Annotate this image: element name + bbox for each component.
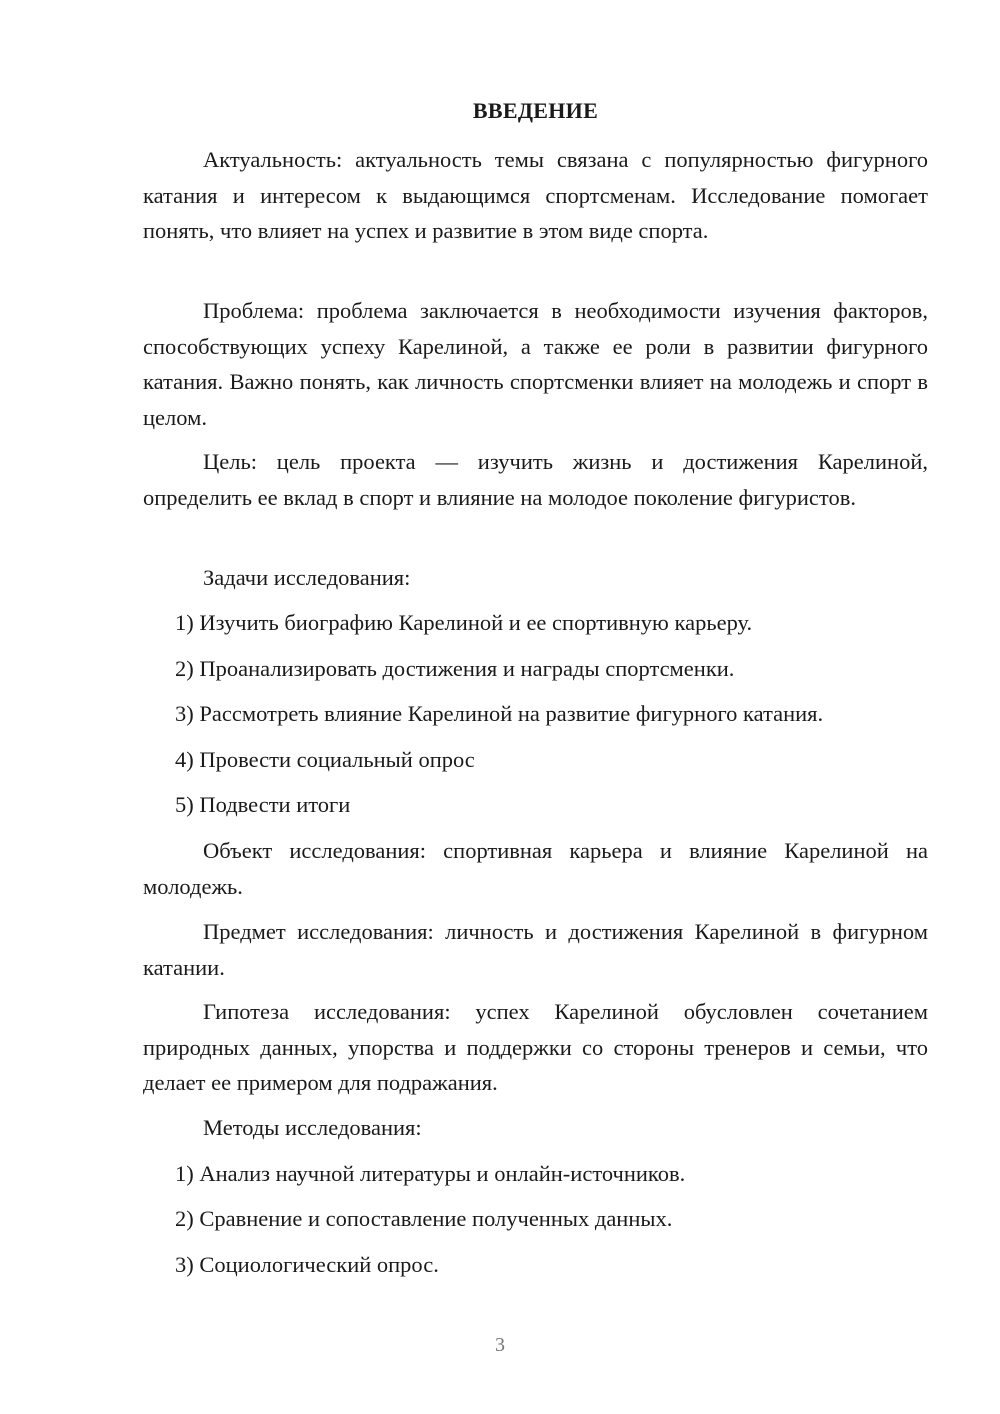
method-item: 1) Анализ научной литературы и онлайн-источников. — [175, 1161, 686, 1186]
object-paragraph: Объект исследования: спортивная карьера и влияние Карелиной на молодежь. — [143, 838, 928, 899]
task-item: 3) Рассмотреть влияние Карелиной на развитие фигурного катания. — [175, 701, 824, 726]
relevance-paragraph: Актуальность: актуальность темы связана с популярностью фигурного катания и интересом к выдающимся спортсменам. Исследование помогает понять, что влияет на успех и развитие в этом виде спорта. — [143, 147, 928, 243]
task-item: 1) Изучить биографию Карелиной и ее спортивную карьеру. — [175, 610, 753, 635]
goal-paragraph: Цель: цель проекта — изучить жизнь и достижения Карелиной, определить ее вклад в спорт и влияние на молодое поколение фигуристов. — [143, 449, 928, 510]
task-item: 5) Подвести итоги — [175, 792, 351, 817]
page-number: 3 — [495, 1334, 505, 1356]
task-item: 4) Провести социальный опрос — [175, 747, 475, 772]
problem-paragraph: Проблема: проблема заключается в необходимости изучения факторов, способствующих успеху Карелиной, а также ее роли в развитии фигурного катания. Важно понять, как личность спортсменки влияет на молодежь и спорт в целом. — [143, 298, 928, 430]
section-title: ВВЕДЕНИЕ — [472, 98, 599, 123]
task-item: 2) Проанализировать достижения и награды спортсменки. — [175, 656, 735, 681]
method-item: 3) Социологический опрос. — [175, 1252, 439, 1277]
tasks-heading: Задачи исследования: — [203, 565, 411, 590]
hypothesis-paragraph: Гипотеза исследования: успех Карелиной обусловлен сочетанием природных данных, упорства и поддержки со стороны тренеров и семьи, что делает ее примером для подражания. — [143, 999, 928, 1095]
methods-heading: Методы исследования: — [203, 1115, 422, 1140]
subject-paragraph: Предмет исследования: личность и достижения Карелиной в фигурном катании. — [143, 919, 928, 980]
method-item: 2) Сравнение и сопоставление полученных данных. — [175, 1206, 673, 1231]
